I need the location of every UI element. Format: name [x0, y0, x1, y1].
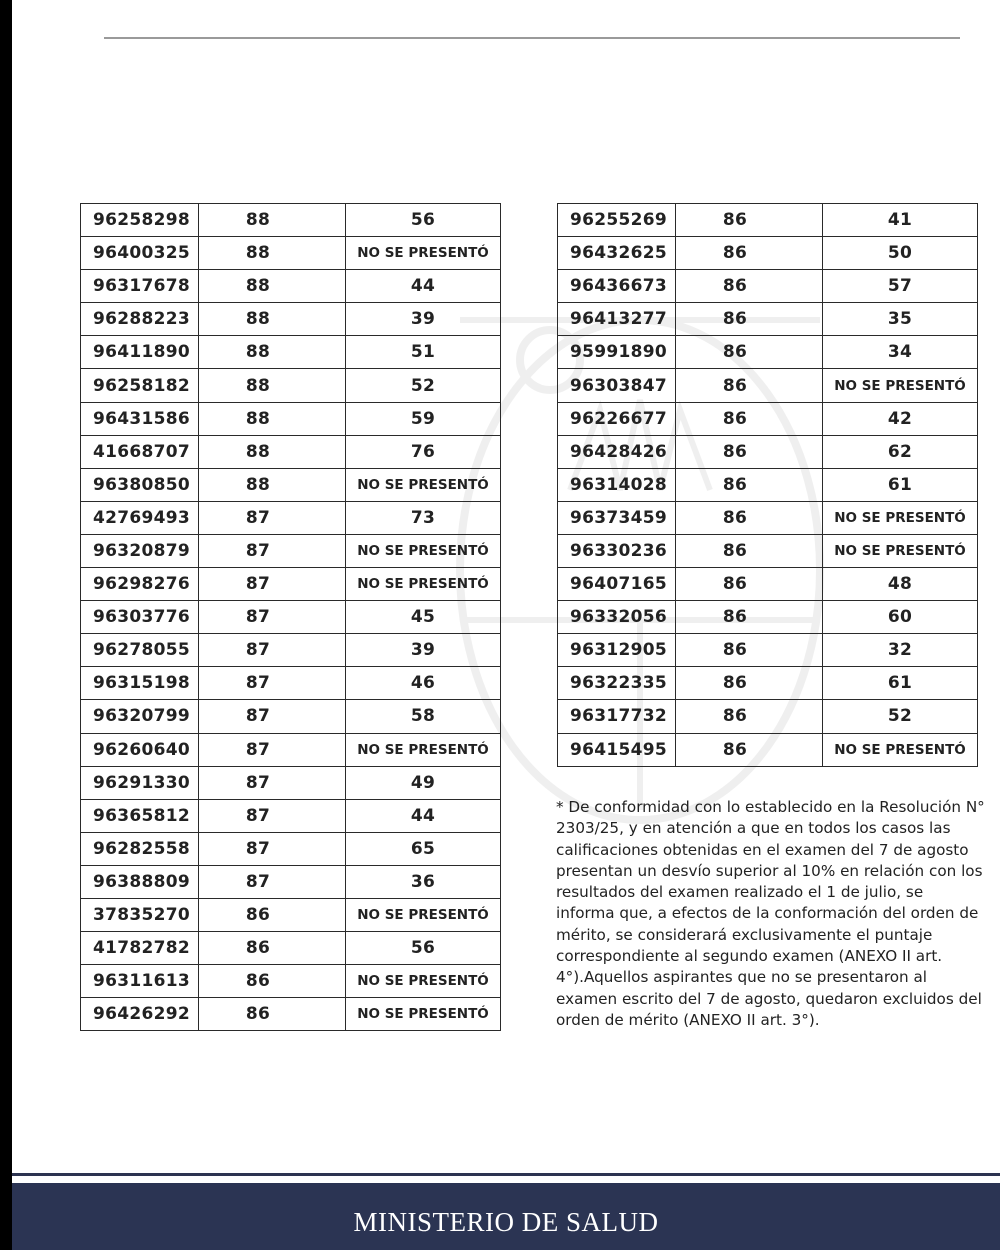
header-divider [104, 37, 960, 39]
second-exam-score-cell: NO SE PRESENTÓ [346, 998, 501, 1031]
candidate-id-cell: 96428426 [558, 435, 676, 468]
first-exam-score-cell: 86 [676, 402, 823, 435]
second-exam-score-cell: 52 [823, 700, 978, 733]
first-exam-score-cell: 86 [676, 369, 823, 402]
first-exam-score-cell: 86 [199, 898, 346, 931]
second-exam-score-cell: 65 [346, 832, 501, 865]
table-row [81, 998, 501, 1031]
table-row [558, 534, 978, 567]
table-row [81, 965, 501, 998]
first-exam-score-cell: 86 [676, 303, 823, 336]
candidate-id-cell: 96426292 [81, 998, 199, 1031]
candidate-id-cell: 96288223 [81, 303, 199, 336]
first-exam-score-cell: 86 [676, 667, 823, 700]
table-row [81, 435, 501, 468]
second-exam-score-cell: 46 [346, 667, 501, 700]
footnote-resolution: * De conformidad con lo establecido en la Resolución N° 2303/25, y en atención a que en todos los casos las calificaciones obtenidas en el examen del 7 de agosto presentan un desvío superior al 10% en relación con los resultados del examen realizado el 1 de julio, se informa que, a efectos de la conformación del orden de mérito, se considerará exclusivamente el puntaje correspondiente al segundo examen (ANEXO II art. 4°).Aquellos aspirantes que no se presentaron al examen escrito del 7 de agosto, quedaron excluidos del orden de mérito (ANEXO II art. 3°). [556, 798, 985, 1029]
table-row [81, 799, 501, 832]
candidate-id-cell: 42769493 [81, 501, 199, 534]
table-row [558, 402, 978, 435]
second-exam-score-cell: 35 [823, 303, 978, 336]
candidate-id-cell: 96413277 [558, 303, 676, 336]
first-exam-score-cell: 87 [199, 733, 346, 766]
first-exam-score-cell: 87 [199, 568, 346, 601]
second-exam-score-cell: 50 [823, 237, 978, 270]
second-exam-score-cell: 76 [346, 435, 501, 468]
candidate-id-cell: 96291330 [81, 766, 199, 799]
second-exam-score-cell: 58 [346, 700, 501, 733]
candidate-id-cell: 41668707 [81, 435, 199, 468]
table-row [558, 303, 978, 336]
candidate-id-cell: 96411890 [81, 336, 199, 369]
second-exam-score-cell: 42 [823, 402, 978, 435]
candidate-id-cell: 96436673 [558, 270, 676, 303]
first-exam-score-cell: 86 [676, 700, 823, 733]
table-row [558, 733, 978, 766]
table-row [558, 237, 978, 270]
second-exam-score-cell: NO SE PRESENTÓ [346, 534, 501, 567]
second-exam-score-cell: 57 [823, 270, 978, 303]
table-row [81, 898, 501, 931]
second-exam-score-cell: NO SE PRESENTÓ [823, 501, 978, 534]
second-exam-score-cell: 59 [346, 402, 501, 435]
table-row [558, 369, 978, 402]
candidate-id-cell: 96407165 [558, 568, 676, 601]
candidate-id-cell: 96322335 [558, 667, 676, 700]
candidate-id-cell: 96298276 [81, 568, 199, 601]
second-exam-score-cell: NO SE PRESENTÓ [346, 733, 501, 766]
results-table-right [557, 203, 978, 767]
candidate-id-cell: 96388809 [81, 865, 199, 898]
first-exam-score-cell: 86 [676, 270, 823, 303]
table-row [81, 270, 501, 303]
first-exam-score-cell: 88 [199, 237, 346, 270]
candidate-id-cell: 96315198 [81, 667, 199, 700]
candidate-id-cell: 96303847 [558, 369, 676, 402]
first-exam-score-cell: 87 [199, 832, 346, 865]
first-exam-score-cell: 87 [199, 534, 346, 567]
first-exam-score-cell: 86 [676, 237, 823, 270]
second-exam-score-cell: 44 [346, 799, 501, 832]
table-row [81, 932, 501, 965]
second-exam-score-cell: 34 [823, 336, 978, 369]
candidate-id-cell: 96365812 [81, 799, 199, 832]
first-exam-score-cell: 88 [199, 402, 346, 435]
candidate-id-cell: 96317678 [81, 270, 199, 303]
candidate-id-cell: 96312905 [558, 634, 676, 667]
second-exam-score-cell: 36 [346, 865, 501, 898]
table-row [558, 568, 978, 601]
second-exam-score-cell: 49 [346, 766, 501, 799]
candidate-id-cell: 96278055 [81, 634, 199, 667]
second-exam-score-cell: NO SE PRESENTÓ [823, 369, 978, 402]
first-exam-score-cell: 87 [199, 799, 346, 832]
table-row [558, 435, 978, 468]
second-exam-score-cell: NO SE PRESENTÓ [346, 237, 501, 270]
first-exam-score-cell: 87 [199, 766, 346, 799]
table-row [81, 501, 501, 534]
table-row [81, 601, 501, 634]
second-exam-score-cell: NO SE PRESENTÓ [346, 568, 501, 601]
first-exam-score-cell: 88 [199, 435, 346, 468]
first-exam-score-cell: 87 [199, 865, 346, 898]
second-exam-score-cell: NO SE PRESENTÓ [823, 534, 978, 567]
first-exam-score-cell: 86 [676, 204, 823, 237]
second-exam-score-cell: 56 [346, 204, 501, 237]
first-exam-score-cell: 86 [676, 468, 823, 501]
first-exam-score-cell: 87 [199, 501, 346, 534]
results-table-right-body [558, 204, 978, 767]
candidate-id-cell: 96311613 [81, 965, 199, 998]
footer-ministry-title: MINISTERIO DE SALUD [353, 1207, 659, 1237]
candidate-id-cell: 37835270 [81, 898, 199, 931]
candidate-id-cell: 41782782 [81, 932, 199, 965]
first-exam-score-cell: 86 [676, 336, 823, 369]
first-exam-score-cell: 86 [676, 634, 823, 667]
second-exam-score-cell: 73 [346, 501, 501, 534]
first-exam-score-cell: 87 [199, 700, 346, 733]
second-exam-score-cell: NO SE PRESENTÓ [823, 733, 978, 766]
second-exam-score-cell: 41 [823, 204, 978, 237]
results-table-left [80, 203, 501, 1031]
candidate-id-cell: 96320879 [81, 534, 199, 567]
first-exam-score-cell: 88 [199, 303, 346, 336]
first-exam-score-cell: 87 [199, 667, 346, 700]
second-exam-score-cell: NO SE PRESENTÓ [346, 898, 501, 931]
first-exam-score-cell: 86 [676, 568, 823, 601]
table-row [81, 568, 501, 601]
table-row [558, 700, 978, 733]
candidate-id-cell: 96330236 [558, 534, 676, 567]
candidate-id-cell: 96314028 [558, 468, 676, 501]
candidate-id-cell: 96317732 [558, 700, 676, 733]
candidate-id-cell: 96255269 [558, 204, 676, 237]
table-row [81, 700, 501, 733]
first-exam-score-cell: 86 [676, 601, 823, 634]
table-row [558, 270, 978, 303]
table-row [81, 204, 501, 237]
screen-edge-strip [0, 0, 12, 1250]
table-row [558, 336, 978, 369]
second-exam-score-cell: 32 [823, 634, 978, 667]
table-row [558, 634, 978, 667]
table-row [81, 369, 501, 402]
table-row [81, 865, 501, 898]
first-exam-score-cell: 86 [676, 435, 823, 468]
first-exam-score-cell: 88 [199, 468, 346, 501]
candidate-id-cell: 96282558 [81, 832, 199, 865]
second-exam-score-cell: NO SE PRESENTÓ [346, 965, 501, 998]
candidate-id-cell: 96415495 [558, 733, 676, 766]
candidate-id-cell: 96258182 [81, 369, 199, 402]
second-exam-score-cell: NO SE PRESENTÓ [346, 468, 501, 501]
footer-divider [12, 1173, 1000, 1176]
table-row [558, 501, 978, 534]
first-exam-score-cell: 86 [676, 534, 823, 567]
second-exam-score-cell: 39 [346, 634, 501, 667]
first-exam-score-cell: 88 [199, 369, 346, 402]
first-exam-score-cell: 86 [676, 733, 823, 766]
table-row [558, 601, 978, 634]
table-row [558, 468, 978, 501]
table-row [81, 468, 501, 501]
candidate-id-cell: 96432625 [558, 237, 676, 270]
candidate-id-cell: 96373459 [558, 501, 676, 534]
second-exam-score-cell: 62 [823, 435, 978, 468]
first-exam-score-cell: 88 [199, 204, 346, 237]
table-row [81, 832, 501, 865]
candidate-id-cell: 96400325 [81, 237, 199, 270]
first-exam-score-cell: 86 [676, 501, 823, 534]
candidate-id-cell: 96226677 [558, 402, 676, 435]
candidate-id-cell: 96380850 [81, 468, 199, 501]
table-row [81, 667, 501, 700]
first-exam-score-cell: 87 [199, 601, 346, 634]
table-row [81, 336, 501, 369]
table-row [81, 634, 501, 667]
table-row [81, 402, 501, 435]
second-exam-score-cell: 45 [346, 601, 501, 634]
table-row [558, 204, 978, 237]
second-exam-score-cell: 39 [346, 303, 501, 336]
second-exam-score-cell: 61 [823, 667, 978, 700]
table-row [81, 237, 501, 270]
candidate-id-cell: 95991890 [558, 336, 676, 369]
second-exam-score-cell: 56 [346, 932, 501, 965]
table-row [81, 534, 501, 567]
second-exam-score-cell: 52 [346, 369, 501, 402]
candidate-id-cell: 96258298 [81, 204, 199, 237]
first-exam-score-cell: 86 [199, 932, 346, 965]
first-exam-score-cell: 86 [199, 965, 346, 998]
candidate-id-cell: 96260640 [81, 733, 199, 766]
first-exam-score-cell: 86 [199, 998, 346, 1031]
first-exam-score-cell: 87 [199, 634, 346, 667]
candidate-id-cell: 96332056 [558, 601, 676, 634]
second-exam-score-cell: 61 [823, 468, 978, 501]
second-exam-score-cell: 60 [823, 601, 978, 634]
candidate-id-cell: 96303776 [81, 601, 199, 634]
second-exam-score-cell: 48 [823, 568, 978, 601]
first-exam-score-cell: 88 [199, 336, 346, 369]
candidate-id-cell: 96320799 [81, 700, 199, 733]
results-table-left-body [81, 204, 501, 1031]
first-exam-score-cell: 88 [199, 270, 346, 303]
second-exam-score-cell: 51 [346, 336, 501, 369]
second-exam-score-cell: 44 [346, 270, 501, 303]
table-row [558, 667, 978, 700]
table-row [81, 766, 501, 799]
candidate-id-cell: 96431586 [81, 402, 199, 435]
table-row [81, 733, 501, 766]
table-row [81, 303, 501, 336]
